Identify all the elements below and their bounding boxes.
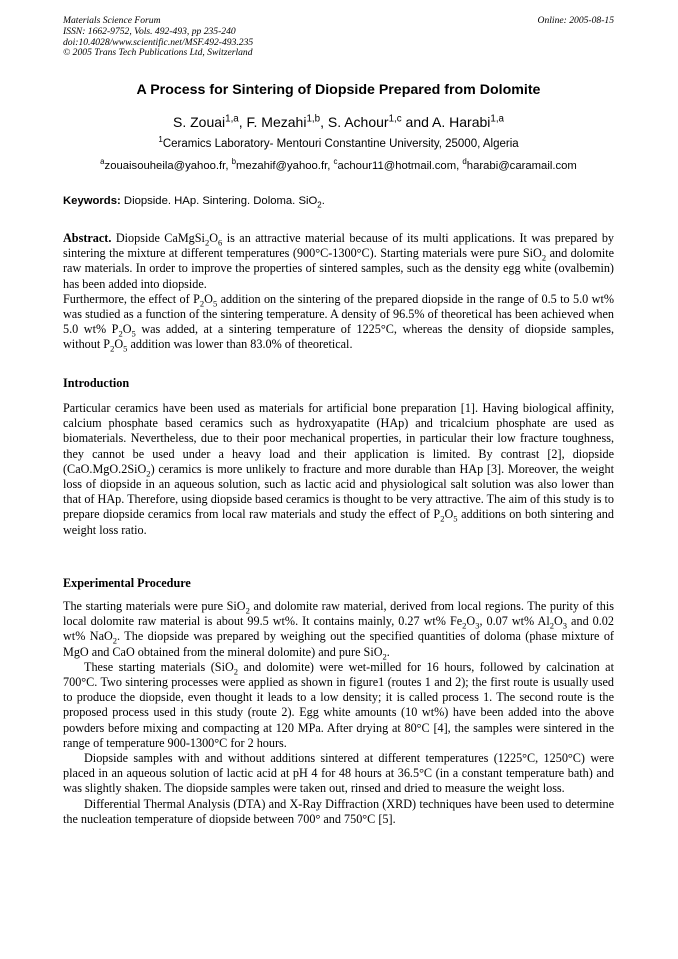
affiliation: $^1$Ceramics Laboratory- Mentouri Constantine University, 25000, Algeria (158, 135, 519, 150)
email: harabi@caramail.com (466, 160, 577, 172)
author-list: S. Zouai$^{1,a}$, F. Mezahi$^{1,b}$, S. Achour$^{1,c}$ and A. Harabi$^{1,a}$ (172, 113, 504, 130)
author: S. Zouai (172, 114, 226, 130)
section-heading-experimental: Experimental Procedure (63, 576, 191, 590)
keywords-label: Keywords: (63, 195, 121, 207)
email: mezahif@yahoo.fr (236, 160, 328, 172)
email: achour11@hotmail.com (337, 160, 457, 172)
online-date: Online: 2005-08-15 (537, 15, 614, 26)
issn: ISSN: 1662-9752, Vols. 492-493, pp 235-240 (63, 25, 236, 37)
journal-name: Materials Science Forum (63, 15, 161, 26)
keywords: Keywords: Diopside. HAp. Sintering. Doloma. SiO$_2$. (63, 195, 325, 210)
journal-header (63, 16, 614, 59)
author: F. Mezahi (246, 114, 307, 130)
abstract-paragraph: Abstract. Diopside $CaMgSi_2O_6$ is an attractive material because of its multi applications. It was prepared by sintering the mixture at different temperatures (900°C-1300°C). Starting materials were pure SiO$_2$ and dolomite raw materials. In order to improve the properties of sintered samples, such as the density egg white (ovalbemin) has been added into diopside. (63, 231, 615, 291)
copyright: © 2005 Trans Tech Publications Ltd, Switzerland (63, 47, 253, 59)
section-heading-introduction: Introduction (63, 376, 130, 390)
doi: doi:10.4028/www.scientific.net/MSF.492-493.235 (63, 36, 254, 48)
abstract-paragraph: Furthermore, the effect of $P_2O_5$ addition on the sintering of the prepared diopside in the range of 0.5 to 5.0 wt% was studied as a function of the sintering temperature. A density of 96.5% of theoretical has been achieved when 5.0 wt% $P_2O_5$ was added, at a sintering temperature of 1225°C, whereas the density of diopside samples, without $P_2O_5$ addition was lower than 83.0% of theoretical. (63, 291, 614, 354)
experimental-text: The starting materials were pure SiO$_2$ and dolomite raw material, derived from local regions. The purity of this local dolomite raw material is about 99.5 wt%. It contains mainly, 0.27 wt% $Fe_2O_3$, 0.07 wt% $Al_2O_3$ and 0.02 wt% NaO$_2$. The diopside was prepared by weighing out the specified quantities of doloma (phase mixture of MgO and CaO obtained from the mineral dolomite) and pure SiO$_2$. These starting materials (SiO$_2$ and dolomite) were wet-milled for 16 hours, followed by calcination at 700°C. Two sintering processes were applied as shown in figure1 (routes 1 and 2); the first route is usually used to produce the diopside, even thought it leads to a low density; it is called process 1. The second route is the proposed process used in this study (route 2). Egg white amounts (10 wt%) have been added into the above powders before mixing and compacting at 120 MPa. After drying at 80°C [4], the samples were sintered in the range of temperature 900-1300°C for 2 hours. Diopside samples with and without additions sintered at different temperatures (1225°C, 1250°C) were placed in an aqueous solution of lactic acid at pH 4 for 48 hours at 36.5°C (in a constant temperature bath) and was slightly shaken. The diopside samples were taken out, rinsed and dried to measure the weight loss. Differential Thermal Analysis (DTA) and X-Ray Diffraction (XRD) techniques have been used to determine the nucleation temperature of diopside between 700° and 750°C [5]. (63, 599, 614, 826)
introduction-text: Particular ceramics have been used as materials for artificial bone preparation [1]. Having biological affinity, calcium phosphate based ceramics such as hydroxyapatite (HAp) and tricalcium phosphate are used as biomaterials. Nevertheless, due to their poor mechanical properties, in particular their low fracture toughness, they cannot be used under a heavy load and their application is limited. By contrast [2], diopside (CaO.MgO.2SiO$_2$) ceramics is more unlikely to fracture and more durable than HAp [3]. Moreover, the weight loss of diopside in an aqueous solution, such as lactic acid and physiological salt solution was also lower than that of HAp. Therefore, using diopside based ceramics is thought to be very attractive. The aim of this study is to prepare diopside ceramics from local raw materials and study the effect of $P_2O_5$ additions on both sintering and weight loss ratio. (63, 401, 614, 537)
email-list: $^a$zouaisouheila@yahoo.fr, $^b$mezahif@yahoo.fr, $^c$achour11@hotmail.com, $^d$harabi@caramail.com (100, 157, 577, 172)
author: A. Harabi (432, 114, 491, 130)
paper-title: A Process for Sintering of Diopside Prepared from Dolomite (136, 82, 541, 98)
email: zouaisouheila@yahoo.fr (104, 160, 226, 172)
author: S. Achour (327, 114, 389, 130)
abstract-label: Abstract. (63, 231, 112, 245)
abstract (63, 231, 614, 353)
